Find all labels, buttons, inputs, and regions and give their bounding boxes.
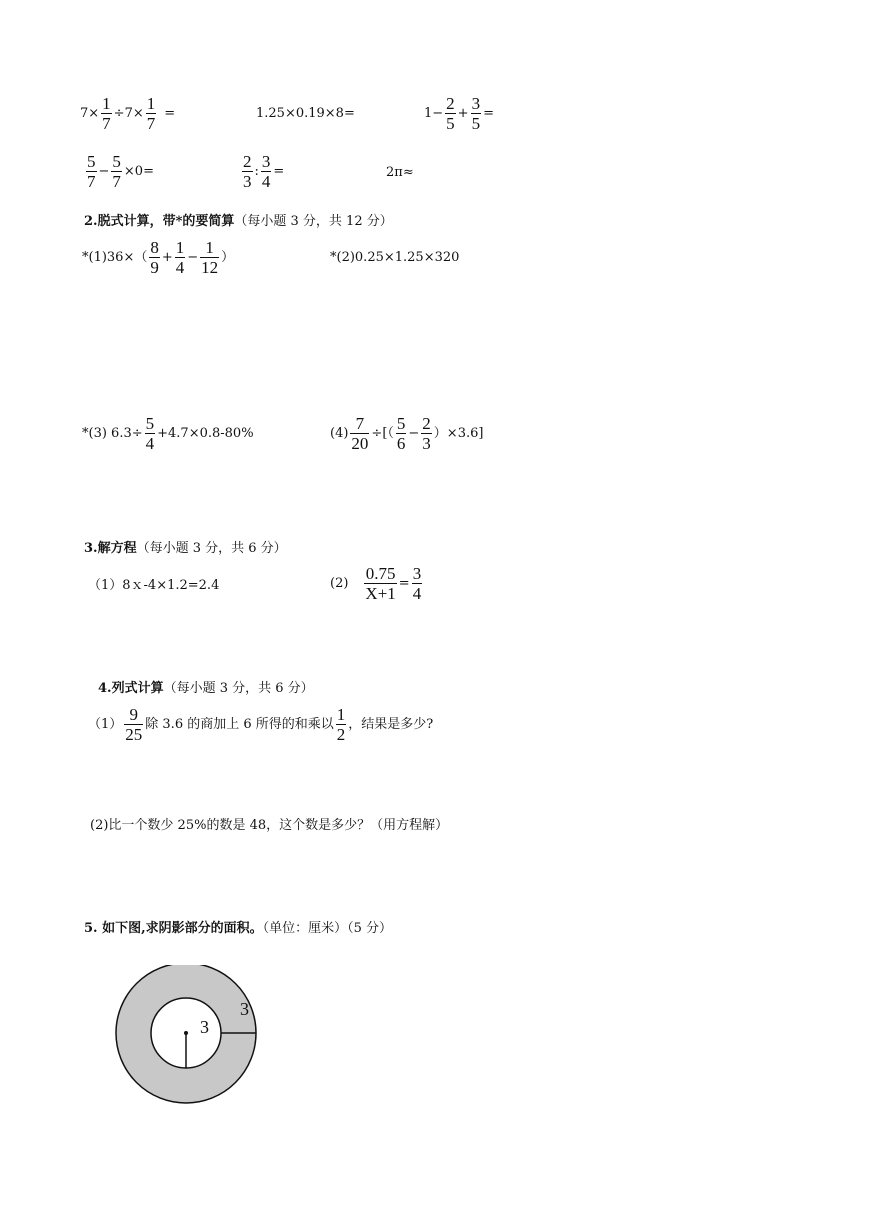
fraction: $\frac{8}{9}$ — [150, 238, 159, 277]
expr-text: 除 3.6 的商加上 6 所得的和乘以 — [145, 716, 334, 732]
inner-radius-label: 3 — [200, 1017, 209, 1037]
expr-text: ） — [221, 249, 235, 265]
section-title-bold: 2.脱式计算，带*的要简算 — [84, 214, 235, 229]
expr-text: *(3) 6.3÷ — [82, 425, 143, 441]
expr-text: (4) — [330, 425, 349, 441]
problem-2-3 — [82, 414, 254, 453]
expr-text: + — [161, 249, 173, 265]
expr-text: (2) — [330, 575, 349, 591]
fraction: $\frac{3}{4}$ — [261, 152, 271, 191]
ring-figure — [110, 965, 270, 1115]
fraction: $\frac{1}{4}$ — [175, 238, 185, 277]
fraction: $\frac{1}{2}$ — [336, 705, 346, 744]
section-title-rest: （每小题 3 分，共 6 分） — [163, 681, 314, 696]
expr-text: ÷7× — [113, 105, 144, 121]
section-5-title — [84, 921, 392, 937]
fraction: $\frac{5}{4}$ — [145, 414, 155, 453]
section-title-rest: （每小题 3 分，共 12 分） — [234, 214, 393, 229]
expr-text: ，结果是多少? — [348, 716, 434, 732]
expr-text: = — [164, 105, 176, 121]
expr-1-2: 1.25×0.19×8= — [256, 106, 355, 121]
fraction: $\frac{7}{20}$ — [351, 414, 369, 453]
expr-text: +4.7×0.8-80% — [157, 425, 254, 441]
fraction: $\frac{3}{5}$ — [471, 94, 481, 133]
expr-1-5 — [240, 152, 284, 191]
expr-text: *(1)36×（ — [82, 249, 148, 265]
fraction: $\frac{5}{6}$ — [396, 414, 406, 453]
problem-2-1 — [82, 238, 234, 277]
expr-text: ×0= — [123, 163, 154, 179]
ring-width-label: 3 — [240, 999, 249, 1019]
section-3-title — [84, 541, 287, 557]
expr-1-1 — [80, 94, 175, 133]
problem-4-1 — [88, 705, 433, 744]
expr-1-6: 2π≈ — [386, 165, 414, 180]
expr-text: = — [398, 575, 410, 591]
expr-text: ）×3.6] — [433, 425, 484, 441]
problem-2-4 — [330, 414, 483, 453]
problem-3-2 — [330, 564, 424, 603]
fraction: $\frac{2}{5}$ — [446, 94, 455, 133]
problem-2-2: *(2)0.25×1.25×320 — [330, 250, 460, 265]
expr-text: − — [187, 249, 199, 265]
expr-1-3 — [424, 94, 494, 133]
section-title-bold: 5. 如下图,求阴影部分的面积。 — [84, 921, 263, 936]
fraction: $\frac{5}{7}$ — [112, 152, 121, 191]
fraction: $\frac{2}{3}$ — [422, 414, 431, 453]
section-4-title — [98, 681, 314, 697]
expr-text: − — [98, 163, 110, 179]
center-dot — [184, 1031, 188, 1035]
expr-text: + — [457, 105, 469, 121]
section-title-rest: （单位：厘米）（5 分） — [262, 921, 393, 936]
section-title-bold: 3.解方程 — [84, 541, 137, 556]
expr-1-4 — [84, 152, 154, 191]
fraction: $\frac{1}{7}$ — [102, 94, 111, 133]
fraction: $\frac{1}{12}$ — [201, 238, 219, 277]
fraction: $\frac{2}{3}$ — [243, 152, 252, 191]
expr-text: （1） — [88, 716, 123, 732]
problem-4-2: (2)比一个数少 25%的数是 48，这个数是多少？（用方程解） — [90, 818, 449, 833]
fraction: $\frac{1}{7}$ — [146, 94, 156, 133]
fraction: $\frac{5}{7}$ — [87, 152, 96, 191]
expr-text: : — [254, 163, 259, 179]
fraction: $\frac{9}{25}$ — [125, 705, 143, 744]
expr-text: 7× — [80, 105, 100, 121]
section-title-rest: （每小题 3 分，共 6 分） — [136, 541, 287, 556]
section-2-title — [84, 214, 393, 230]
expr-text: = — [483, 105, 494, 121]
expr-text: = — [273, 163, 285, 179]
expr-text: ÷[（ — [371, 425, 394, 441]
problem-3-1: （1）8ｘ-4×1.2=2.4 — [88, 578, 220, 593]
expr-text: 1− — [424, 105, 444, 121]
expr-text: − — [408, 425, 420, 441]
fraction: $\frac{3}{4}$ — [412, 564, 422, 603]
fraction: $\frac{0.75}{X+1}$ — [365, 564, 396, 603]
section-title-bold: 4.列式计算 — [98, 681, 164, 696]
